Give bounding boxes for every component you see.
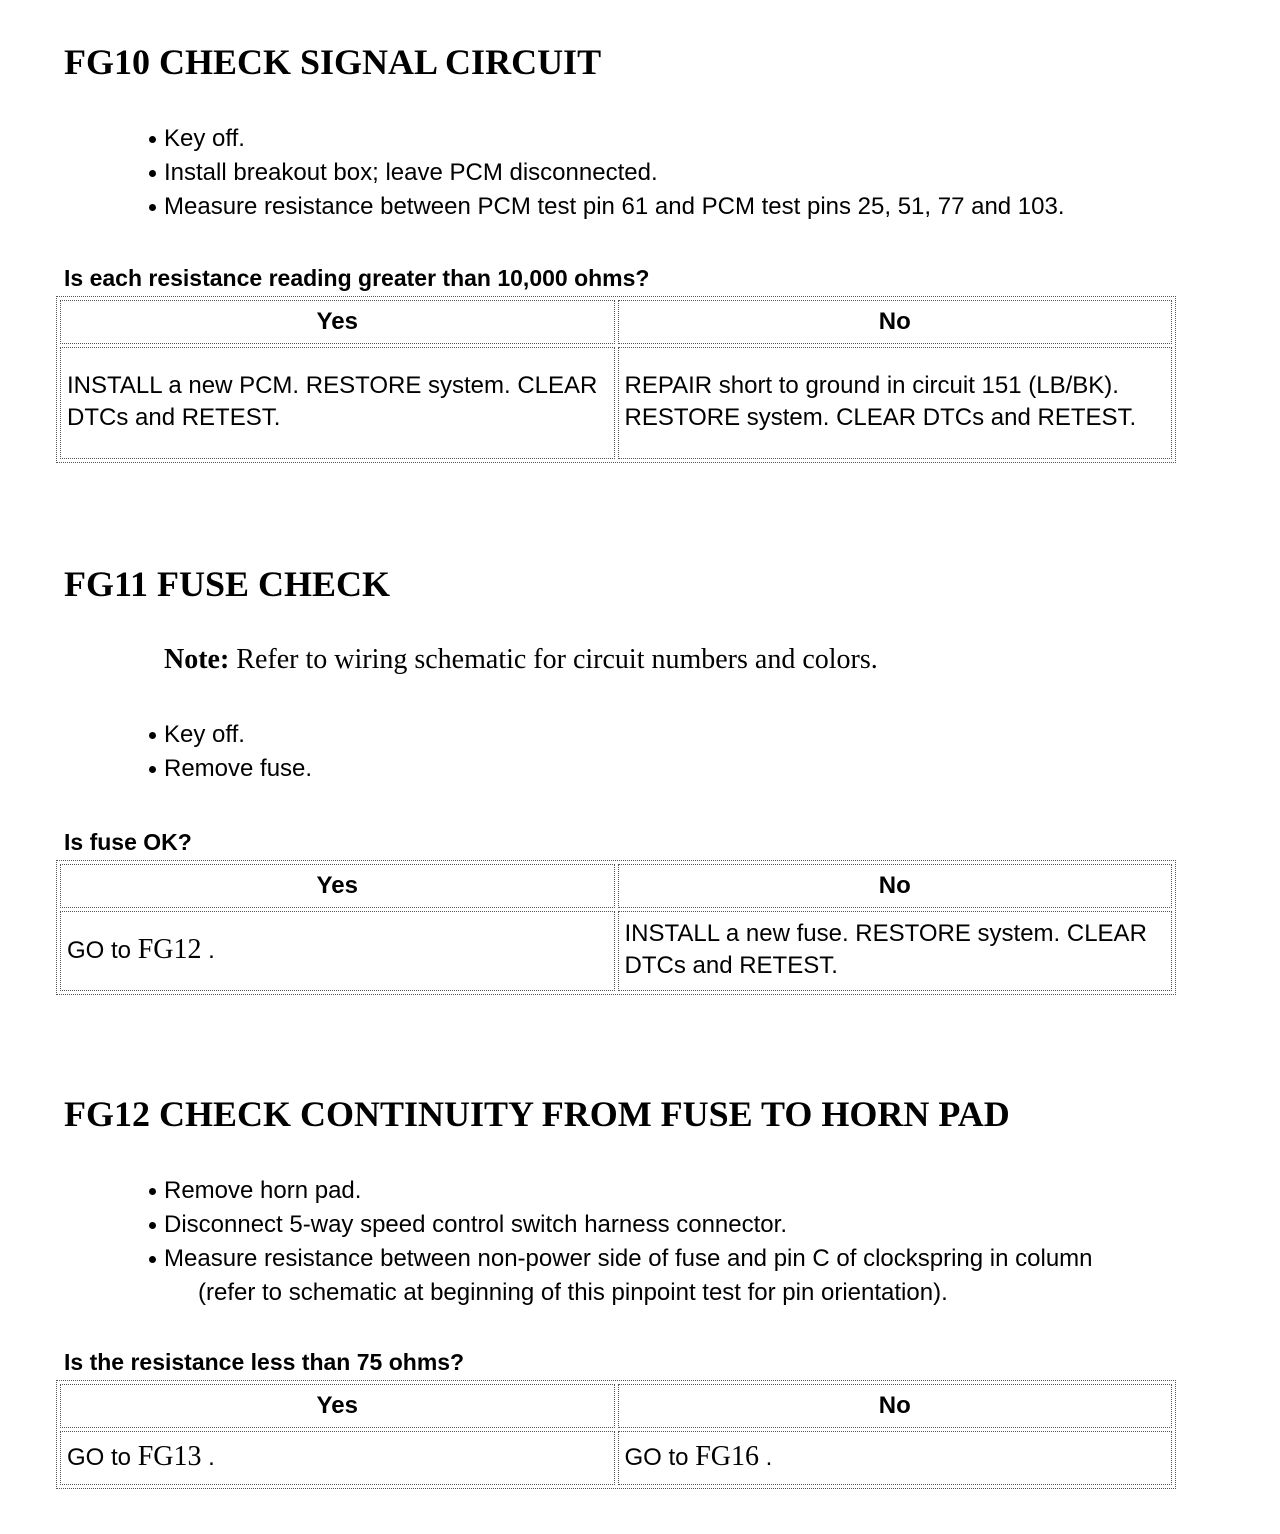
step-list [146, 1174, 1093, 1310]
note [164, 644, 878, 676]
step-continuation: (refer to schematic at beginning of this pinpoint test for pin orientation). [198, 1279, 948, 1306]
go-to-text: GO to [67, 936, 138, 964]
period: . [201, 1443, 215, 1471]
step-item: Key off. [146, 718, 312, 752]
no-cell: REPAIR short to ground in circuit 151 (LB/BK). RESTORE system. CLEAR DTCs and RETEST. [618, 347, 1173, 459]
section-heading: FG10 CHECK SIGNAL CIRCUIT [64, 42, 602, 82]
section-heading: FG11 FUSE CHECK [64, 564, 391, 604]
yes-header: Yes [60, 864, 615, 908]
fg13-link[interactable]: FG13 [137, 1440, 202, 1472]
answer-table [56, 860, 1176, 995]
step-list [146, 122, 1065, 224]
go-to-text: GO to [67, 1443, 138, 1471]
step-item: Remove fuse. [146, 752, 312, 786]
period: . [201, 936, 215, 964]
yes-header: Yes [60, 300, 615, 344]
answer-table [56, 296, 1176, 463]
section-heading: FG12 CHECK CONTINUITY FROM FUSE TO HORN PAD [64, 1094, 1010, 1134]
step-item: Disconnect 5-way speed control switch harness connector. [146, 1208, 1093, 1242]
yes-cell [60, 911, 615, 991]
question-text: Is the resistance less than 75 ohms? [64, 1349, 465, 1375]
no-header: No [618, 1384, 1173, 1428]
note-text: Refer to wiring schematic for circuit numbers and colors. [229, 644, 878, 675]
step-item: Install breakout box; leave PCM disconnected. [146, 156, 1065, 190]
no-cell [618, 1431, 1173, 1485]
fg16-link[interactable]: FG16 [695, 1440, 759, 1472]
note-label: Note: [164, 644, 230, 675]
step-item: Measure resistance between PCM test pin 61 and PCM test pins 25, 51, 77 and 103. [146, 190, 1065, 224]
yes-header: Yes [60, 1384, 615, 1428]
yes-cell: INSTALL a new PCM. RESTORE system. CLEAR DTCs and RETEST. [60, 347, 615, 459]
no-cell: INSTALL a new fuse. RESTORE system. CLEAR DTCs and RETEST. [618, 911, 1173, 991]
question-text: Is each resistance reading greater than 10,000 ohms? [64, 265, 650, 291]
fg12-link[interactable]: FG12 [137, 933, 202, 965]
step-line: Measure resistance between non-power side of fuse and pin C of clockspring in column [164, 1245, 1093, 1272]
no-header: No [618, 300, 1173, 344]
step-item: Key off. [146, 122, 1065, 156]
answer-table [56, 1380, 1176, 1489]
go-to-text: GO to [624, 1443, 696, 1471]
step-item [146, 1242, 1093, 1310]
step-list [146, 718, 312, 786]
no-header: No [618, 864, 1173, 908]
yes-cell [60, 1431, 615, 1485]
question-text: Is fuse OK? [64, 829, 192, 855]
step-item: Remove horn pad. [146, 1174, 1093, 1208]
period: . [758, 1443, 773, 1471]
